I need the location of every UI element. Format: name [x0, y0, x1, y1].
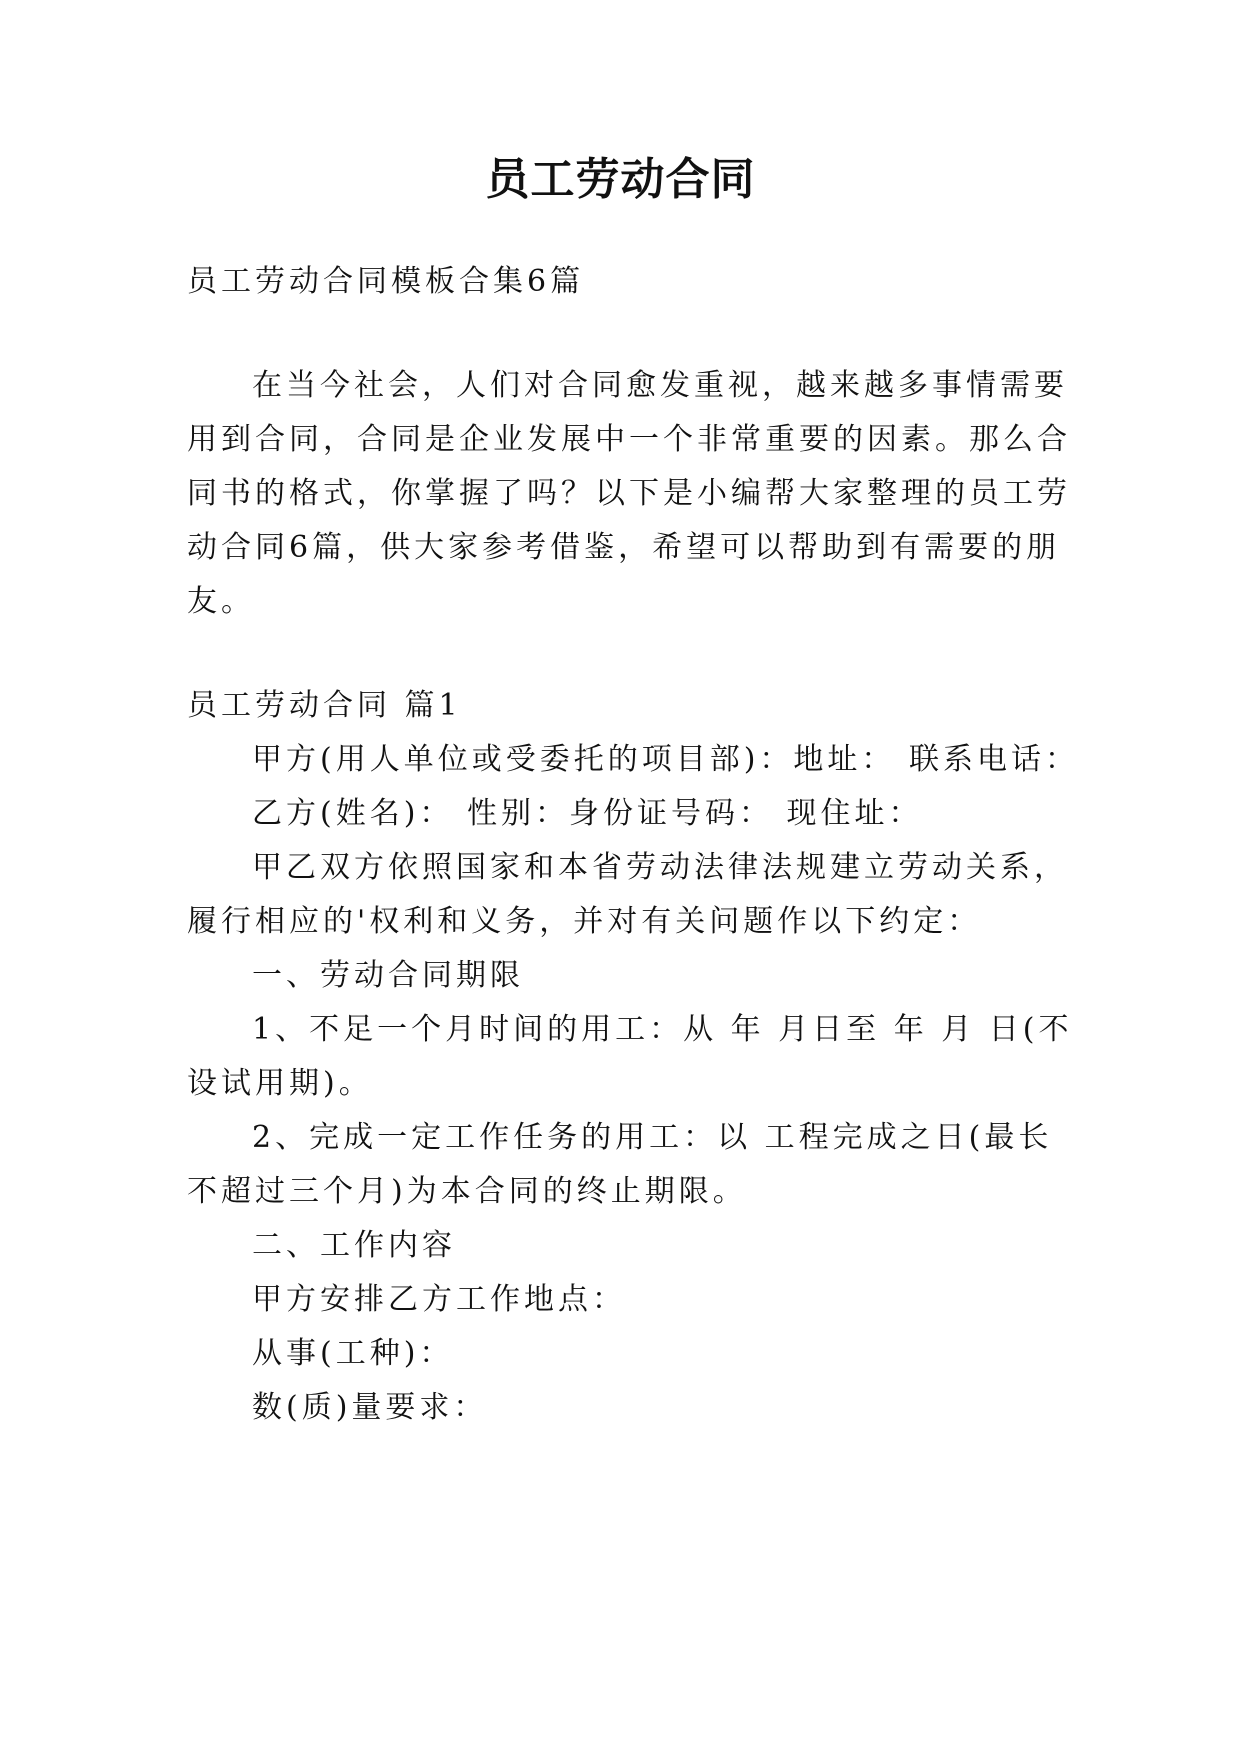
body-line: 设试用期)。	[187, 1066, 373, 1101]
body-line: 1、不足一个月时间的用工：从 年 月日至 年 月 日(不	[252, 1012, 1073, 1047]
body-line: 数(质)量要求：	[252, 1390, 488, 1425]
intro-line: 友。	[187, 584, 255, 619]
intro-line: 用到合同，合同是企业发展中一个非常重要的因素。那么合	[187, 422, 1071, 457]
body-line: 履行相应的'权利和义务，并对有关问题作以下约定：	[187, 904, 982, 939]
body-line: 乙方(姓名)： 性别：身份证号码： 现住址：	[252, 796, 923, 831]
intro-line: 动合同6篇，供大家参考借鉴，希望可以帮助到有需要的朋	[187, 530, 1061, 565]
body-line: 2、完成一定工作任务的用工：以 工程完成之日(最长	[252, 1120, 1053, 1155]
document-title: 员工劳动合同	[485, 154, 756, 205]
clause-heading: 二、工作内容	[252, 1228, 456, 1263]
body-line: 甲方安排乙方工作地点：	[252, 1282, 626, 1317]
body-line: 甲方(用人单位或受委托的项目部)：地址： 联系电话：	[252, 742, 1079, 777]
document-subtitle: 员工劳动合同模板合集6篇	[187, 264, 585, 299]
body-line: 从事(工种)：	[252, 1336, 454, 1371]
body-line: 不超过三个月)为本合同的终止期限。	[187, 1174, 747, 1209]
section-heading: 员工劳动合同 篇1	[187, 688, 462, 723]
clause-heading: 一、劳动合同期限	[252, 958, 524, 993]
intro-line: 在当今社会，人们对合同愈发重视，越来越多事情需要	[252, 368, 1068, 403]
intro-line: 同书的格式，你掌握了吗？以下是小编帮大家整理的员工劳	[187, 476, 1071, 511]
body-line: 甲乙双方依照国家和本省劳动法律法规建立劳动关系，	[252, 850, 1068, 885]
